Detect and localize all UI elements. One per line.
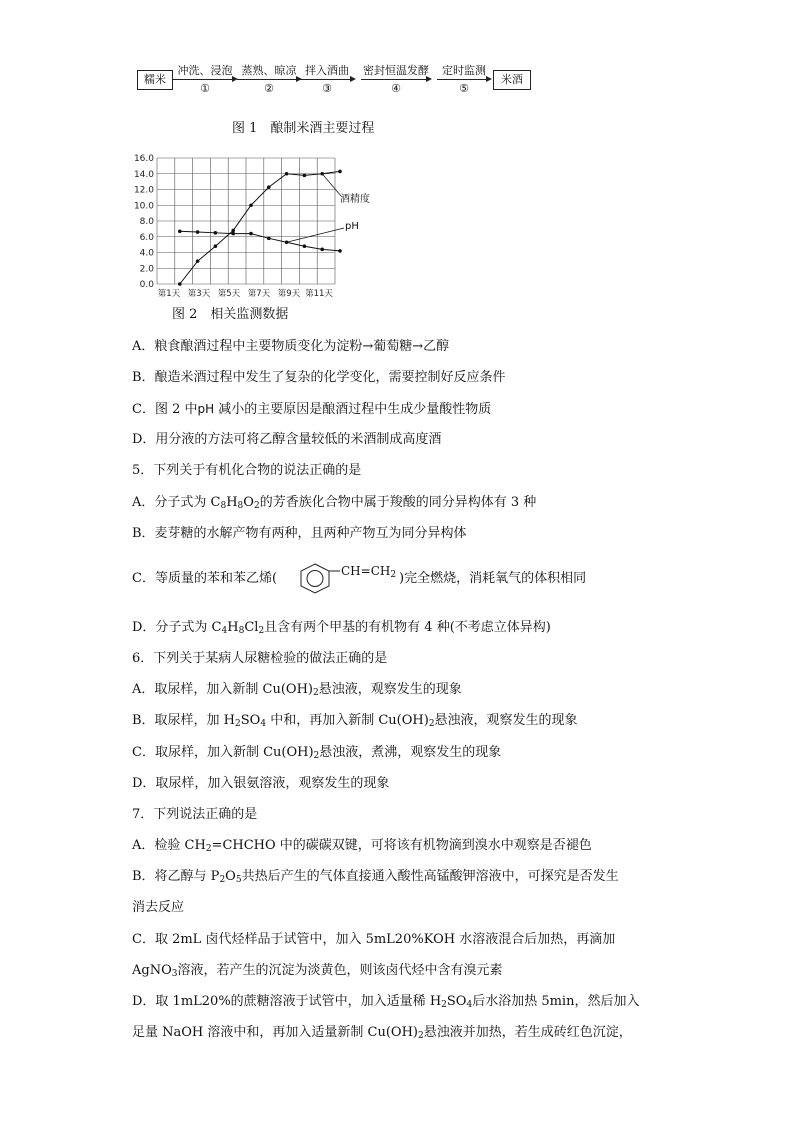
styrene-vinyl-group <box>341 564 396 578</box>
q6-option-c <box>132 744 501 762</box>
subscript: 2 <box>428 719 435 729</box>
legend-leader-line <box>287 228 344 242</box>
subscript: 8 <box>220 501 227 511</box>
text: SO <box>240 713 261 728</box>
text: AgNO <box>132 963 172 978</box>
subscript: 4 <box>466 1000 473 1010</box>
y-tick-label: 0.0 <box>139 280 154 290</box>
data-point <box>214 244 218 248</box>
data-point <box>320 248 324 252</box>
x-tick-label: 第11天 <box>305 289 333 299</box>
series-line-0 <box>180 171 340 284</box>
text: )完全燃烧，消耗氧气的体积相同 <box>399 571 587 586</box>
q6-option-d: D．取尿样，加入银氨溶液，观察发生的现象 <box>132 776 390 791</box>
subscript: 2 <box>441 1000 447 1010</box>
arrow-right-icon <box>435 79 493 81</box>
data-point <box>249 203 253 207</box>
q4-option-c-pre: C．图 2 中 <box>132 402 198 417</box>
text: O <box>225 869 236 884</box>
q7-option-d-line1 <box>132 993 639 1011</box>
data-point <box>196 230 200 234</box>
y-tick-label: 6.0 <box>139 232 154 243</box>
flow-end-box: 米酒 <box>493 70 531 90</box>
arrow-right-icon <box>171 79 239 81</box>
q5-option-b: B．麦芽糖的水解产物有两种，且两种产物互为同分异构体 <box>132 526 467 541</box>
x-tick-label: 第7天 <box>247 289 271 299</box>
text: 且含有两个甲基的有机物有 4 种(不考虑立体异构) <box>264 620 551 635</box>
legend-leader-line <box>322 174 341 196</box>
text: D．分子式为 C <box>132 620 222 635</box>
data-point <box>178 282 182 286</box>
subscript: 2 <box>235 719 241 729</box>
flow-step-3 <box>297 64 357 96</box>
subscript: 2 <box>390 570 397 580</box>
text: 共热后产生的气体直接通入酸性高锰酸钾溶液中，可探究是否发生 <box>241 869 619 884</box>
flow-step-label: 密封恒温发酵 <box>363 64 429 77</box>
q6-option-a <box>132 681 462 699</box>
text: H <box>226 495 238 510</box>
ph-term: pH <box>197 402 215 416</box>
q6-stem: 6．下列关于某病人尿糖检验的做法正确的是 <box>132 651 388 666</box>
text: C．等质量的苯和苯乙烯( <box>132 571 278 586</box>
data-point <box>231 232 235 236</box>
text: 悬浊液，煮沸，观察发生的现象 <box>319 745 502 760</box>
flow-step-2 <box>235 64 303 96</box>
data-point <box>285 172 289 176</box>
data-point <box>196 259 200 263</box>
q5-option-d <box>132 619 551 637</box>
text: C．取尿样，加入新制 Cu(OH) <box>132 745 314 760</box>
x-tick-label: 第3天 <box>187 289 211 299</box>
text: =CHCHO 中的碳碳双键，可将该有机物滴到溴水中观察是否褪色 <box>211 838 592 853</box>
y-tick-label: 16.0 <box>133 154 154 164</box>
text: CH=CH <box>341 564 391 578</box>
q7-option-b-line1 <box>132 868 619 886</box>
subscript: 2 <box>253 501 260 511</box>
text: 悬浊液，观察发生的现象 <box>318 682 462 697</box>
flow-start-box: 糯米 <box>137 70 173 90</box>
subscript: 4 <box>260 719 267 729</box>
figure1-flowchart <box>137 64 537 100</box>
data-point <box>214 231 218 235</box>
data-point <box>303 174 307 178</box>
subscript: 3 <box>171 969 178 979</box>
y-tick-label: 10.0 <box>133 201 154 212</box>
subscript: 2 <box>258 626 265 636</box>
y-tick-label: 2.0 <box>139 264 154 275</box>
text: 足量 NaOH 溶液中和，再加入适量新制 Cu(OH) <box>132 1025 418 1040</box>
text: H <box>227 620 239 635</box>
x-tick-label: 第5天 <box>217 289 241 299</box>
subscript: 2 <box>313 751 320 761</box>
subscript: 4 <box>221 626 228 636</box>
subscript: 8 <box>237 501 244 511</box>
y-tick-label: 12.0 <box>133 185 154 196</box>
subscript: 2 <box>205 844 212 854</box>
flow-step-number: ③ <box>322 82 332 95</box>
arrow-right-icon <box>359 79 433 81</box>
q4-option-d: D．用分液的方法可将乙醇含量较低的米酒制成高度酒 <box>132 432 442 447</box>
x-tick-label: 第9天 <box>277 289 301 299</box>
data-point <box>249 232 253 236</box>
q7-option-b-line2: 消去反应 <box>132 900 185 915</box>
q5-stem: 5．下列关于有机化合物的说法正确的是 <box>132 463 362 478</box>
q5-option-a <box>132 494 536 512</box>
text: A．取尿样，加入新制 Cu(OH) <box>132 682 313 697</box>
series-line-1 <box>180 231 340 251</box>
text: B．将乙醇与 P <box>132 869 220 884</box>
q7-stem: 7．下列说法正确的是 <box>132 807 258 822</box>
text: 中和，再加入新制 Cu(OH) <box>266 713 429 728</box>
q4-option-b: B．酿造米酒过程中发生了复杂的化学变化，需要控制好反应条件 <box>132 370 506 385</box>
legend-label-ph: pH <box>345 221 359 232</box>
subscript: 2 <box>312 688 319 698</box>
data-point <box>178 229 182 233</box>
text: D．取 1mL20%的蔗糖溶液于试管中，加入适量稀 H <box>132 994 442 1009</box>
flow-step-label: 拌入酒曲 <box>305 64 349 77</box>
figure1-caption: 图 1 酿制米酒主要过程 <box>232 121 375 136</box>
text: B．取尿样，加 H <box>132 713 236 728</box>
q7-option-d-line2 <box>132 1024 632 1042</box>
data-point <box>338 170 342 174</box>
text: Cl <box>244 620 259 635</box>
q4-option-a: A．粮食酿酒过程中主要物质变化为淀粉→葡萄糖→乙醇 <box>132 339 450 354</box>
arrow-right-icon <box>235 79 303 81</box>
data-point <box>231 229 235 233</box>
flow-step-number: ④ <box>391 82 401 95</box>
text: A．分子式为 C <box>132 495 221 510</box>
data-point <box>303 244 307 248</box>
figure2-line-chart <box>130 150 370 305</box>
legend-label-alcohol: 酒精度 <box>340 194 370 205</box>
text: 悬浊液，观察发生的现象 <box>434 713 578 728</box>
y-tick-label: 14.0 <box>133 169 154 180</box>
flow-step-label: 冲洗、浸泡 <box>177 64 233 77</box>
flow-step-4 <box>359 64 433 96</box>
y-tick-label: 8.0 <box>139 217 154 227</box>
text: 溶液，若产生的沉淀为淡黄色，则该卤代烃中含有溴元素 <box>177 963 503 978</box>
subscript: 2 <box>417 1031 424 1041</box>
subscript: 2 <box>219 875 226 885</box>
text: SO <box>446 994 467 1009</box>
q7-option-c-line1: C．取 2mL 卤代烃样品于试管中，加入 5mL20%KOH 水溶液混合后加热，再滴加 <box>132 932 616 947</box>
text: 后水浴加热 5min，然后加入 <box>472 994 640 1009</box>
arrow-right-icon <box>297 79 357 81</box>
flow-step-label: 蒸熟、晾凉 <box>241 64 297 77</box>
data-point <box>267 237 271 241</box>
flow-step-number: ⑤ <box>459 82 469 95</box>
subscript: 5 <box>235 875 242 885</box>
flow-step-number: ② <box>264 82 274 95</box>
text: 悬浊液并加热，若生成砖红色沉淀， <box>423 1025 632 1040</box>
data-point <box>338 249 342 253</box>
flow-step-5 <box>435 64 493 96</box>
text: 的芳香族化合物中属于羧酸的同分异构体有 3 种 <box>259 495 537 510</box>
q4-option-c-post: 减小的主要原因是酿酒过程中生成少量酸性物质 <box>214 402 492 417</box>
x-tick-label: 第1天 <box>157 289 181 299</box>
flow-step-1 <box>171 64 239 96</box>
text: O <box>243 495 254 510</box>
text: A．检验 CH <box>132 838 206 853</box>
q6-option-b <box>132 712 578 730</box>
figure2-caption: 图 2 相关监测数据 <box>172 307 289 322</box>
q4-option-c <box>132 400 491 419</box>
data-point <box>267 185 271 189</box>
q7-option-c-line2 <box>132 962 503 980</box>
y-tick-label: 4.0 <box>139 248 154 259</box>
subscript: 8 <box>238 626 245 636</box>
q7-option-a <box>132 837 592 855</box>
flow-step-number: ① <box>200 82 210 95</box>
flow-step-label: 定时监测 <box>442 64 486 77</box>
